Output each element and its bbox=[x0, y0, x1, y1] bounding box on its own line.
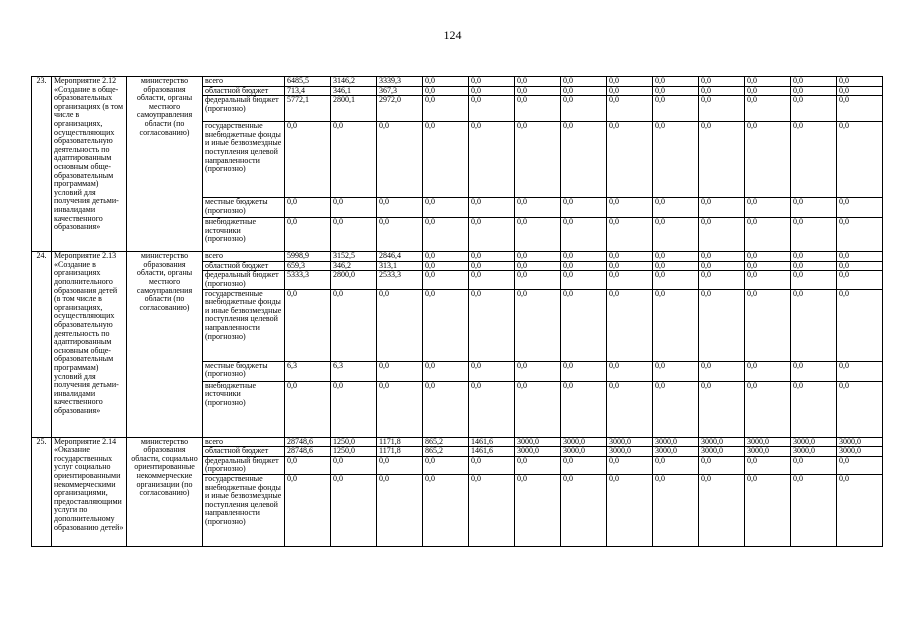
amount-cell: 0,0 bbox=[837, 218, 883, 252]
amount-cell: 0,0 bbox=[423, 271, 469, 289]
amount-cell: 0,0 bbox=[561, 261, 607, 271]
funding-source: государственные внебюджетные фонды и иные безвозмездные поступления целевой направленности (прогнозно) bbox=[203, 289, 285, 361]
amount-cell: 3000,0 bbox=[745, 447, 791, 457]
amount-cell: 0,0 bbox=[791, 289, 837, 361]
funding-source: федеральный бюджет (прогнозно) bbox=[203, 96, 285, 122]
funding-source: федеральный бюджет (прогнозно) bbox=[203, 271, 285, 289]
amount-cell: 0,0 bbox=[699, 456, 745, 474]
amount-cell: 0,0 bbox=[791, 474, 837, 546]
amount-cell: 0,0 bbox=[745, 122, 791, 198]
amount-cell: 0,0 bbox=[699, 289, 745, 361]
amount-cell: 0,0 bbox=[653, 271, 699, 289]
amount-cell: 1461,6 bbox=[469, 437, 515, 447]
amount-cell: 28748,6 bbox=[285, 447, 331, 457]
amount-cell: 0,0 bbox=[377, 361, 423, 381]
amount-cell: 0,0 bbox=[561, 271, 607, 289]
amount-cell: 0,0 bbox=[745, 456, 791, 474]
amount-cell: 0,0 bbox=[791, 361, 837, 381]
amount-cell: 0,0 bbox=[745, 218, 791, 252]
executor: министерство образования области, органы местного самоуправления области (по согласованию) bbox=[127, 252, 203, 437]
funding-source: внебюджетные источники (прогнозно) bbox=[203, 218, 285, 252]
amount-cell: 3000,0 bbox=[653, 437, 699, 447]
amount-cell: 0,0 bbox=[423, 381, 469, 437]
amount-cell: 0,0 bbox=[791, 96, 837, 122]
amount-cell: 0,0 bbox=[331, 198, 377, 218]
amount-cell: 0,0 bbox=[469, 361, 515, 381]
table-row bbox=[32, 252, 883, 262]
table-row bbox=[32, 77, 883, 87]
amount-cell: 0,0 bbox=[653, 198, 699, 218]
amount-cell: 0,0 bbox=[837, 261, 883, 271]
amount-cell: 0,0 bbox=[469, 122, 515, 198]
amount-cell: 0,0 bbox=[423, 361, 469, 381]
amount-cell: 6485,5 bbox=[285, 77, 331, 87]
funding-source: внебюджетные источники (прогнозно) bbox=[203, 381, 285, 437]
amount-cell: 0,0 bbox=[515, 361, 561, 381]
row-number: 24. bbox=[32, 252, 52, 437]
amount-cell: 0,0 bbox=[699, 381, 745, 437]
amount-cell: 0,0 bbox=[837, 361, 883, 381]
amount-cell: 0,0 bbox=[285, 456, 331, 474]
amount-cell: 659,3 bbox=[285, 261, 331, 271]
amount-cell: 865,2 bbox=[423, 447, 469, 457]
amount-cell: 0,0 bbox=[469, 77, 515, 87]
amount-cell: 0,0 bbox=[423, 86, 469, 96]
amount-cell: 3000,0 bbox=[837, 447, 883, 457]
amount-cell: 0,0 bbox=[561, 456, 607, 474]
amount-cell: 0,0 bbox=[331, 456, 377, 474]
amount-cell: 3000,0 bbox=[515, 437, 561, 447]
amount-cell: 0,0 bbox=[423, 218, 469, 252]
funding-source: федеральный бюджет (прогнозно) bbox=[203, 456, 285, 474]
amount-cell: 0,0 bbox=[561, 198, 607, 218]
amount-cell: 0,0 bbox=[469, 289, 515, 361]
amount-cell: 0,0 bbox=[469, 218, 515, 252]
amount-cell: 0,0 bbox=[607, 261, 653, 271]
amount-cell: 0,0 bbox=[561, 218, 607, 252]
amount-cell: 0,0 bbox=[791, 198, 837, 218]
amount-cell: 0,0 bbox=[285, 198, 331, 218]
amount-cell: 3000,0 bbox=[699, 447, 745, 457]
amount-cell: 0,0 bbox=[653, 122, 699, 198]
amount-cell: 2800,0 bbox=[331, 271, 377, 289]
amount-cell: 0,0 bbox=[515, 456, 561, 474]
amount-cell: 0,0 bbox=[745, 261, 791, 271]
amount-cell: 0,0 bbox=[331, 218, 377, 252]
amount-cell: 0,0 bbox=[423, 77, 469, 87]
amount-cell: 0,0 bbox=[377, 122, 423, 198]
amount-cell: 0,0 bbox=[607, 198, 653, 218]
funding-source: всего bbox=[203, 77, 285, 87]
amount-cell: 0,0 bbox=[653, 361, 699, 381]
amount-cell: 0,0 bbox=[699, 77, 745, 87]
amount-cell: 0,0 bbox=[515, 198, 561, 218]
amount-cell: 0,0 bbox=[515, 96, 561, 122]
amount-cell: 0,0 bbox=[377, 474, 423, 546]
amount-cell: 0,0 bbox=[791, 456, 837, 474]
amount-cell: 0,0 bbox=[699, 474, 745, 546]
amount-cell: 0,0 bbox=[285, 474, 331, 546]
amount-cell: 0,0 bbox=[653, 86, 699, 96]
amount-cell: 3000,0 bbox=[837, 437, 883, 447]
amount-cell: 0,0 bbox=[285, 289, 331, 361]
amount-cell: 0,0 bbox=[423, 122, 469, 198]
amount-cell: 0,0 bbox=[699, 86, 745, 96]
amount-cell: 0,0 bbox=[607, 96, 653, 122]
amount-cell: 0,0 bbox=[653, 96, 699, 122]
amount-cell: 1250,0 bbox=[331, 447, 377, 457]
amount-cell: 3000,0 bbox=[791, 437, 837, 447]
amount-cell: 3152,5 bbox=[331, 252, 377, 262]
amount-cell: 0,0 bbox=[285, 381, 331, 437]
amount-cell: 1171,8 bbox=[377, 447, 423, 457]
amount-cell: 0,0 bbox=[745, 361, 791, 381]
amount-cell: 0,0 bbox=[745, 198, 791, 218]
amount-cell: 5998,9 bbox=[285, 252, 331, 262]
amount-cell: 0,0 bbox=[561, 289, 607, 361]
funding-source: местные бюджеты (прогнозно) bbox=[203, 198, 285, 218]
amount-cell: 367,3 bbox=[377, 86, 423, 96]
amount-cell: 5772,1 bbox=[285, 96, 331, 122]
amount-cell: 0,0 bbox=[653, 218, 699, 252]
event-name: Мероприятие 2.14 «Оказание государственных услуг социально ориентированными некоммерческими организациями, предоставляющими услуги по дополнительному образованию детей» bbox=[52, 437, 127, 546]
table-row bbox=[32, 437, 883, 447]
amount-cell: 0,0 bbox=[469, 198, 515, 218]
amount-cell: 0,0 bbox=[699, 198, 745, 218]
amount-cell: 0,0 bbox=[607, 218, 653, 252]
amount-cell: 0,0 bbox=[699, 122, 745, 198]
amount-cell: 0,0 bbox=[469, 261, 515, 271]
funding-source: областной бюджет bbox=[203, 86, 285, 96]
amount-cell: 0,0 bbox=[607, 289, 653, 361]
amount-cell: 0,0 bbox=[653, 77, 699, 87]
amount-cell: 0,0 bbox=[515, 289, 561, 361]
amount-cell: 0,0 bbox=[377, 198, 423, 218]
amount-cell: 0,0 bbox=[607, 271, 653, 289]
amount-cell: 0,0 bbox=[653, 289, 699, 361]
amount-cell: 3000,0 bbox=[561, 437, 607, 447]
amount-cell: 0,0 bbox=[561, 381, 607, 437]
amount-cell: 0,0 bbox=[423, 474, 469, 546]
amount-cell: 0,0 bbox=[561, 96, 607, 122]
amount-cell: 3146,2 bbox=[331, 77, 377, 87]
amount-cell: 2800,1 bbox=[331, 96, 377, 122]
amount-cell: 28748,6 bbox=[285, 437, 331, 447]
amount-cell: 0,0 bbox=[285, 122, 331, 198]
page-number: 124 bbox=[443, 28, 462, 42]
amount-cell: 0,0 bbox=[791, 218, 837, 252]
amount-cell: 6,3 bbox=[285, 361, 331, 381]
amount-cell: 0,0 bbox=[423, 252, 469, 262]
amount-cell: 0,0 bbox=[745, 271, 791, 289]
amount-cell: 0,0 bbox=[469, 271, 515, 289]
amount-cell: 0,0 bbox=[469, 474, 515, 546]
amount-cell: 0,0 bbox=[561, 361, 607, 381]
amount-cell: 0,0 bbox=[791, 271, 837, 289]
amount-cell: 0,0 bbox=[699, 218, 745, 252]
amount-cell: 0,0 bbox=[607, 86, 653, 96]
amount-cell: 0,0 bbox=[699, 271, 745, 289]
funding-source: областной бюджет bbox=[203, 261, 285, 271]
amount-cell: 0,0 bbox=[515, 261, 561, 271]
amount-cell: 0,0 bbox=[469, 456, 515, 474]
amount-cell: 0,0 bbox=[745, 289, 791, 361]
table-body bbox=[32, 77, 883, 547]
amount-cell: 0,0 bbox=[561, 122, 607, 198]
amount-cell: 0,0 bbox=[791, 381, 837, 437]
amount-cell: 0,0 bbox=[837, 381, 883, 437]
amount-cell: 0,0 bbox=[653, 252, 699, 262]
amount-cell: 0,0 bbox=[331, 381, 377, 437]
amount-cell: 0,0 bbox=[745, 77, 791, 87]
amount-cell: 0,0 bbox=[837, 289, 883, 361]
amount-cell: 0,0 bbox=[837, 86, 883, 96]
amount-cell: 0,0 bbox=[423, 96, 469, 122]
amount-cell: 0,0 bbox=[837, 456, 883, 474]
amount-cell: 0,0 bbox=[515, 218, 561, 252]
amount-cell: 0,0 bbox=[423, 261, 469, 271]
amount-cell: 3000,0 bbox=[561, 447, 607, 457]
amount-cell: 313,1 bbox=[377, 261, 423, 271]
amount-cell: 5333,3 bbox=[285, 271, 331, 289]
amount-cell: 0,0 bbox=[653, 456, 699, 474]
funding-source: государственные внебюджетные фонды и иные безвозмездные поступления целевой направленности (прогнозно) bbox=[203, 122, 285, 198]
amount-cell: 0,0 bbox=[561, 474, 607, 546]
amount-cell: 0,0 bbox=[653, 381, 699, 437]
amount-cell: 6,3 bbox=[331, 361, 377, 381]
amount-cell: 0,0 bbox=[745, 381, 791, 437]
funding-source: всего bbox=[203, 437, 285, 447]
amount-cell: 0,0 bbox=[515, 86, 561, 96]
amount-cell: 0,0 bbox=[515, 77, 561, 87]
amount-cell: 865,2 bbox=[423, 437, 469, 447]
amount-cell: 0,0 bbox=[423, 198, 469, 218]
amount-cell: 2846,4 bbox=[377, 252, 423, 262]
executor: министерство образования области, органы местного самоуправления области (по согласованию) bbox=[127, 77, 203, 252]
amount-cell: 3000,0 bbox=[653, 447, 699, 457]
amount-cell: 0,0 bbox=[331, 289, 377, 361]
amount-cell: 0,0 bbox=[607, 122, 653, 198]
amount-cell: 1461,6 bbox=[469, 447, 515, 457]
amount-cell: 0,0 bbox=[607, 474, 653, 546]
amount-cell: 0,0 bbox=[377, 381, 423, 437]
funding-source: всего bbox=[203, 252, 285, 262]
amount-cell: 0,0 bbox=[699, 261, 745, 271]
amount-cell: 0,0 bbox=[561, 86, 607, 96]
amount-cell: 0,0 bbox=[469, 86, 515, 96]
amount-cell: 0,0 bbox=[423, 456, 469, 474]
amount-cell: 3000,0 bbox=[607, 447, 653, 457]
funding-source: местные бюджеты (прогнозно) bbox=[203, 361, 285, 381]
amount-cell: 0,0 bbox=[423, 289, 469, 361]
amount-cell: 0,0 bbox=[745, 252, 791, 262]
amount-cell: 0,0 bbox=[791, 77, 837, 87]
amount-cell: 0,0 bbox=[745, 474, 791, 546]
event-name: Мероприятие 2.12 «Создание в обще-образовательных организациях (в том числе в организациях, осуществляющих образовательную деятельность по адаптированным основным обще-образовательным программам) условий для получения детьми-инвалидами качественного образования» bbox=[52, 77, 127, 252]
amount-cell: 0,0 bbox=[607, 381, 653, 437]
amount-cell: 0,0 bbox=[837, 96, 883, 122]
amount-cell: 0,0 bbox=[331, 122, 377, 198]
row-number: 23. bbox=[32, 77, 52, 252]
amount-cell: 0,0 bbox=[469, 96, 515, 122]
amount-cell: 0,0 bbox=[469, 252, 515, 262]
funding-source: государственные внебюджетные фонды и иные безвозмездные поступления целевой направленности (прогнозно) bbox=[203, 474, 285, 546]
amount-cell: 0,0 bbox=[791, 122, 837, 198]
amount-cell: 346,2 bbox=[331, 261, 377, 271]
amount-cell: 0,0 bbox=[515, 271, 561, 289]
amount-cell: 0,0 bbox=[745, 86, 791, 96]
executor: министерство образования области, социально ориентированные некоммерческие организации (по согласованию) bbox=[127, 437, 203, 546]
amount-cell: 3000,0 bbox=[699, 437, 745, 447]
amount-cell: 0,0 bbox=[837, 198, 883, 218]
amount-cell: 0,0 bbox=[837, 271, 883, 289]
amount-cell: 0,0 bbox=[745, 96, 791, 122]
amount-cell: 0,0 bbox=[607, 77, 653, 87]
amount-cell: 0,0 bbox=[561, 77, 607, 87]
amount-cell: 0,0 bbox=[653, 261, 699, 271]
amount-cell: 346,1 bbox=[331, 86, 377, 96]
amount-cell: 0,0 bbox=[791, 252, 837, 262]
amount-cell: 0,0 bbox=[515, 381, 561, 437]
amount-cell: 0,0 bbox=[699, 361, 745, 381]
amount-cell: 0,0 bbox=[331, 474, 377, 546]
amount-cell: 0,0 bbox=[285, 218, 331, 252]
amount-cell: 1171,8 bbox=[377, 437, 423, 447]
funding-source: областной бюджет bbox=[203, 447, 285, 457]
amount-cell: 0,0 bbox=[561, 252, 607, 262]
amount-cell: 3000,0 bbox=[745, 437, 791, 447]
amount-cell: 0,0 bbox=[607, 456, 653, 474]
amount-cell: 0,0 bbox=[515, 252, 561, 262]
amount-cell: 0,0 bbox=[515, 122, 561, 198]
amount-cell: 3339,3 bbox=[377, 77, 423, 87]
amount-cell: 0,0 bbox=[699, 252, 745, 262]
amount-cell: 0,0 bbox=[607, 361, 653, 381]
row-number: 25. bbox=[32, 437, 52, 546]
amount-cell: 713,4 bbox=[285, 86, 331, 96]
amount-cell: 0,0 bbox=[837, 474, 883, 546]
amount-cell: 2533,3 bbox=[377, 271, 423, 289]
amount-cell: 0,0 bbox=[837, 77, 883, 87]
amount-cell: 0,0 bbox=[791, 86, 837, 96]
amount-cell: 0,0 bbox=[377, 456, 423, 474]
event-name: Мероприятие 2.13 «Создание в организациях дополнительного образования детей (в том числе в организациях, осуществляющих образовательную деятельность по адаптированным основным обще-образовательным программам) условий для получения детьми-инвалидами качественного образования» bbox=[52, 252, 127, 437]
amount-cell: 3000,0 bbox=[791, 447, 837, 457]
amount-cell: 0,0 bbox=[607, 252, 653, 262]
amount-cell: 0,0 bbox=[837, 252, 883, 262]
budget-table bbox=[31, 76, 883, 547]
amount-cell: 0,0 bbox=[791, 261, 837, 271]
amount-cell: 1250,0 bbox=[331, 437, 377, 447]
amount-cell: 2972,0 bbox=[377, 96, 423, 122]
amount-cell: 3000,0 bbox=[607, 437, 653, 447]
amount-cell: 0,0 bbox=[377, 289, 423, 361]
amount-cell: 0,0 bbox=[837, 122, 883, 198]
amount-cell: 0,0 bbox=[377, 218, 423, 252]
amount-cell: 0,0 bbox=[469, 381, 515, 437]
amount-cell: 3000,0 bbox=[515, 447, 561, 457]
amount-cell: 0,0 bbox=[699, 96, 745, 122]
amount-cell: 0,0 bbox=[515, 474, 561, 546]
amount-cell: 0,0 bbox=[653, 474, 699, 546]
